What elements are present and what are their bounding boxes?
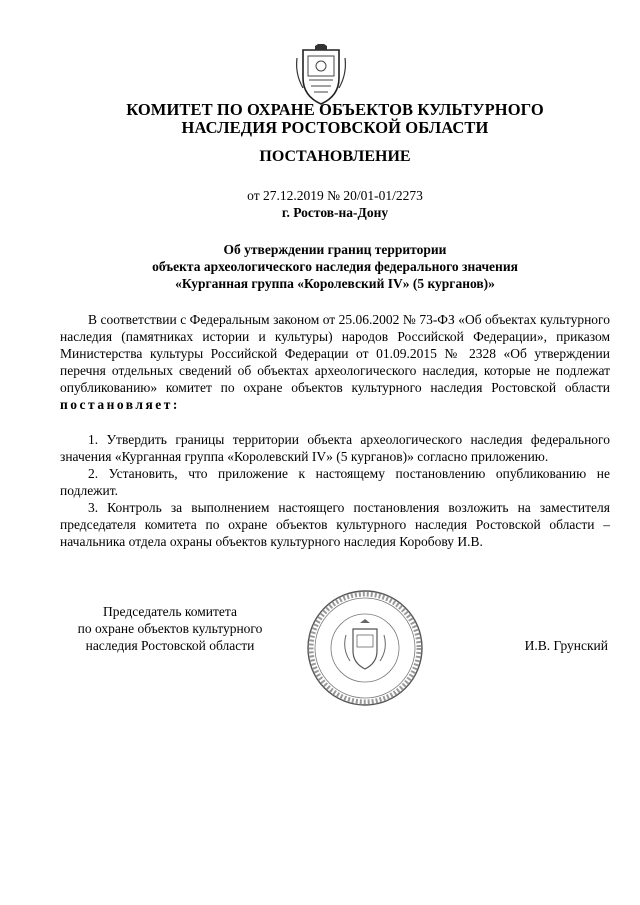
signatory-position — [60, 603, 280, 654]
subject-line1: Об утверждении границ территории — [223, 242, 447, 257]
coat-of-arms-icon — [293, 44, 349, 106]
signatory-position-line3: наследия Ростовской области — [85, 638, 255, 653]
resolution-item-2: 2. Установить, что приложение к настоящему постановлению опубликованию не подлежит. — [60, 466, 610, 498]
preamble-paragraph — [60, 311, 610, 413]
committee-title — [60, 101, 610, 137]
committee-title-line1: КОМИТЕТ ПО ОХРАНЕ ОБЪЕКТОВ КУЛЬТУРНОГО — [126, 100, 544, 119]
preamble-text: В соответствии с Федеральным законом от 25.06.2002 № 73-ФЗ «Об объектах культурного наследия (памятниках истории и культуры) народов Российской Федерации», приказом Министерства культуры Российской Федерации от 01.09.2015 № 2328 «Об утверждении перечня отдельных сведений об объектах археологического наследия, которые не подлежат опубликованию» комитет по охране объектов культурного наследия Ростовской области — [60, 312, 610, 395]
resolution-item-1: 1. Утвердить границы территории объекта археологического наследия федерального значения «Курганная группа «Королевский IV» (5 курганов)» согласно приложению. — [60, 432, 610, 464]
resolution-item-3: 3. Контроль за выполнением настоящего постановления возложить на заместителя председателя комитета по охране объектов культурного наследия Ростовской области – начальника отдела охраны объектов культурного наследия Коробову И.В. — [60, 500, 610, 549]
signatory-position-line2: по охране объектов культурного — [77, 621, 263, 636]
document-city: г. Ростов-на-Дону — [281, 205, 389, 220]
subject-line2: объекта археологического наследия федерального значения — [152, 259, 518, 274]
official-seal-icon — [306, 589, 424, 707]
document-date-number: от 27.12.2019 № 20/01-01/2273 — [247, 188, 423, 203]
resolves-word: постановляет: — [60, 397, 180, 412]
document-type: ПОСТАНОВЛЕНИЕ — [259, 148, 411, 165]
committee-title-line2: НАСЛЕДИЯ РОСТОВСКОЙ ОБЛАСТИ — [181, 118, 489, 137]
subject-line3: «Курганная группа «Королевский IV» (5 курганов)» — [175, 276, 495, 291]
document-subject — [60, 241, 610, 292]
signatory-position-line1: Председатель комитета — [103, 604, 237, 619]
signatory-name: И.В. Грунский — [524, 638, 608, 653]
resolution-items — [60, 431, 610, 550]
